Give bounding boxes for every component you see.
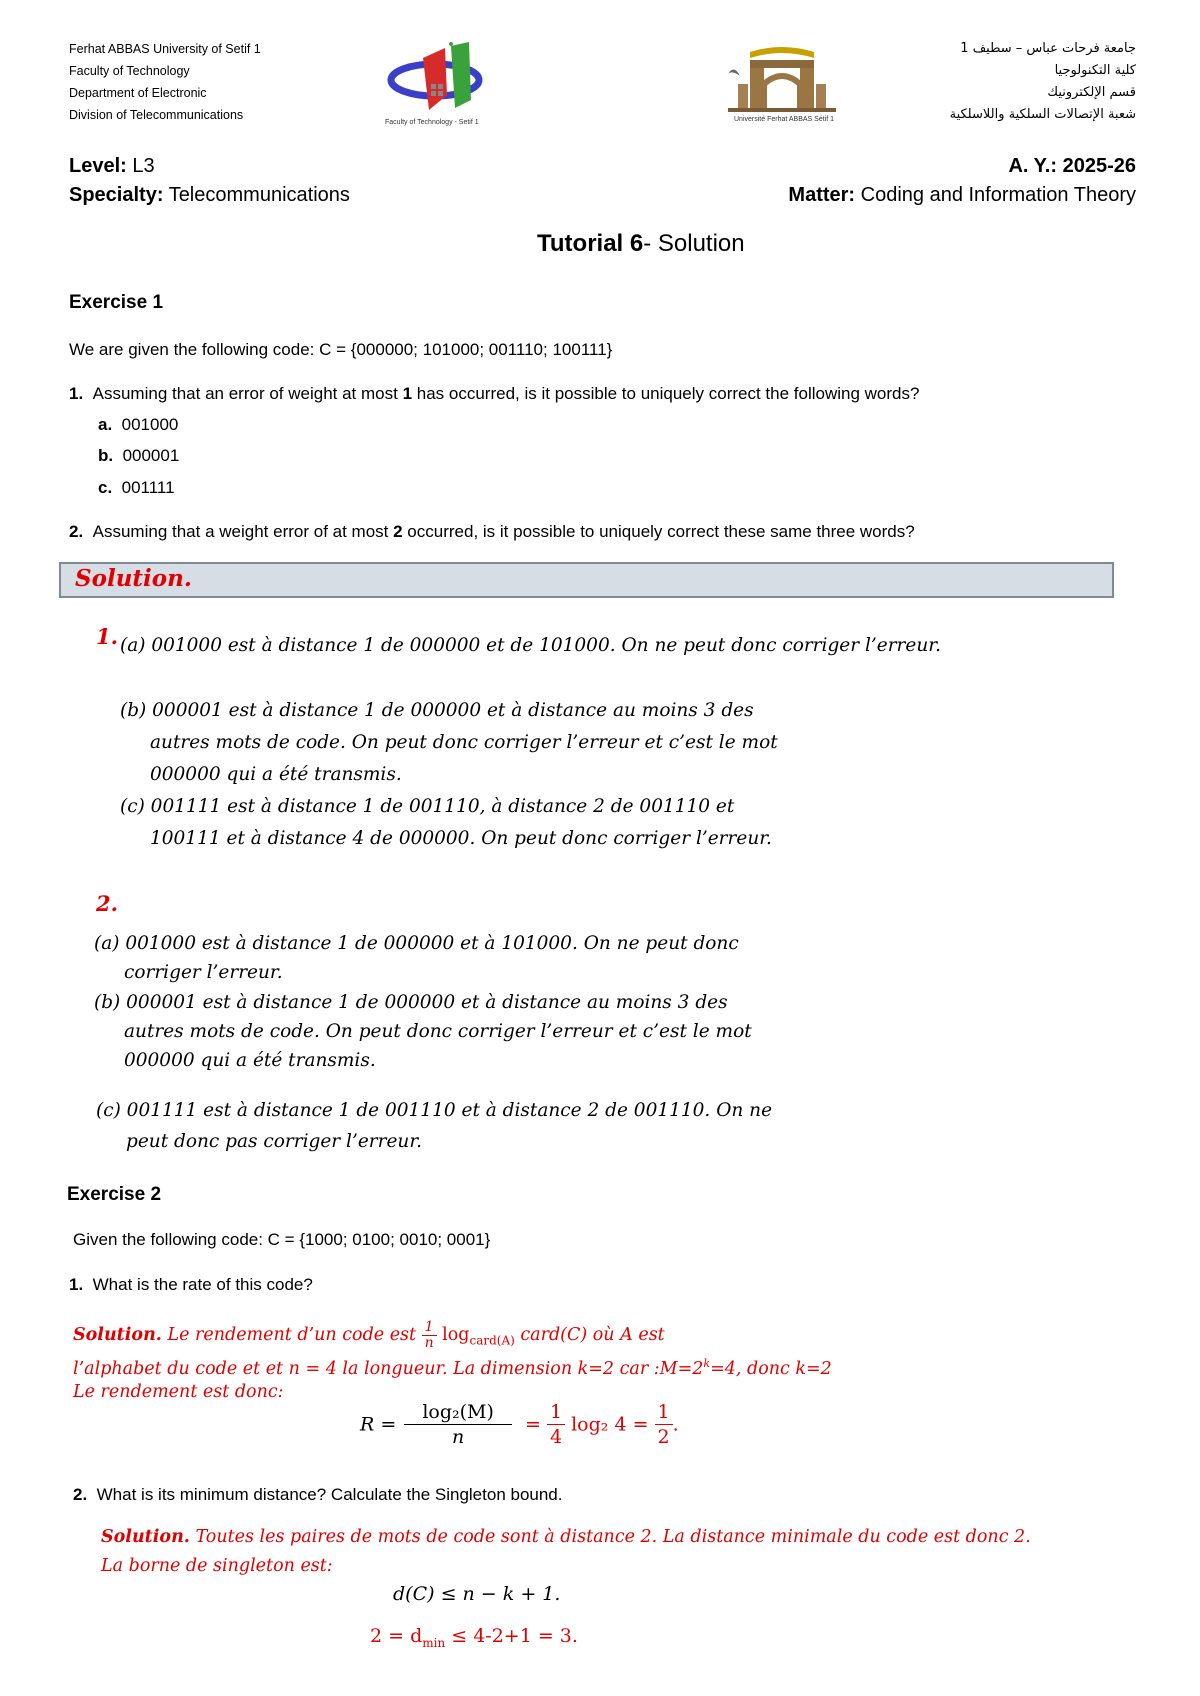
solution-banner-title: Solution.	[75, 565, 192, 592]
matter-label: Matter:	[788, 184, 856, 206]
log-text: log	[436, 1325, 470, 1345]
faculty-logo-caption: Faculty of Technology - Setif 1	[385, 119, 479, 126]
solution2-line: autres mots de code. On peut donc corriger l’erreur et c’est le mot	[124, 1021, 752, 1042]
exercise1-intro	[69, 340, 612, 360]
solution1-line: autres mots de code. On peut donc corriger l’erreur et c’est le mot	[150, 732, 778, 753]
fraction-denominator: n	[424, 1335, 434, 1351]
solution1-line: 000000 qui a été transmis.	[150, 764, 402, 785]
question-number: 1.	[69, 384, 84, 403]
faculty-logo	[385, 40, 515, 130]
question-number: 2.	[73, 1485, 88, 1504]
exercise1-code-set: C = {000000; 101000; 001110; 100111}	[319, 340, 613, 359]
solution2-line: (b) 000001 est à distance 1 de 000000 et à distance au moins 3 des	[94, 992, 728, 1013]
question-text: What is its minimum distance? Calculate the Singleton bound.	[96, 1485, 563, 1504]
list-item-label: b.	[98, 446, 114, 465]
question-text: Assuming that a weight error of at most	[92, 522, 394, 541]
department-name: Department of Electronic	[69, 86, 207, 100]
arabic-faculty-name: كلية التكنولوجيا	[1054, 63, 1136, 78]
matter-line	[788, 184, 1136, 207]
dmin-lhs: 2 = d	[370, 1625, 423, 1647]
title-rest: - Solution	[643, 230, 745, 257]
rate-denominator: n	[451, 1426, 465, 1448]
solution1-line: (c) 001111 est à distance 1 de 001110, à distance 2 de 001110 et	[120, 796, 735, 817]
exercise2-code-set: C = {1000; 0100; 0010; 0001}	[267, 1230, 491, 1249]
solution2-number: 2.	[96, 891, 118, 916]
exercise2-question1	[69, 1275, 313, 1295]
arabic-division-name: شعبة الإتصالات السلكية واللاسلكية	[949, 107, 1136, 122]
list-item	[98, 446, 179, 466]
fraction-numerator: 1	[547, 1400, 565, 1425]
specialty-line	[69, 184, 350, 207]
solution1-number: 1.	[96, 624, 118, 649]
list-item	[98, 478, 175, 498]
question-weight: 2	[393, 522, 403, 541]
solution-text-end: card(C) où A est	[514, 1325, 665, 1345]
list-item-word: 001000	[121, 415, 179, 434]
level-line	[69, 155, 155, 178]
rate-symbol: R =	[360, 1413, 397, 1436]
solution2-line: peut donc pas corriger l’erreur.	[126, 1131, 423, 1152]
question-number: 2.	[69, 522, 84, 541]
solution-label: Solution.	[73, 1325, 162, 1345]
question-text-end: has occurred, is it possible to uniquely correct the following words?	[412, 384, 920, 403]
list-item	[98, 415, 178, 435]
solution-banner	[59, 562, 1114, 598]
fraction-denominator: 2	[657, 1426, 670, 1448]
solution-label: Solution.	[101, 1527, 190, 1547]
level-value: L3	[132, 155, 155, 177]
exercise2-solution2-line2: La borne de singleton est:	[101, 1556, 333, 1576]
list-item-label: a.	[98, 415, 113, 434]
question-weight: 1	[402, 384, 413, 403]
level-label: Level:	[69, 155, 127, 177]
rate-equation-rhs	[525, 1400, 679, 1449]
question-number: 1.	[69, 1275, 84, 1294]
equals-sign: =	[525, 1413, 541, 1436]
exercise2-solution2-line1	[101, 1521, 1031, 1553]
university-logo	[720, 44, 845, 124]
solution-text: Toutes les paires de mots de code sont à distance 2. La distance minimale du code est donc 2.	[189, 1527, 1031, 1547]
rate-equation-lhs	[360, 1400, 512, 1449]
solution2-line: (c) 001111 est à distance 1 de 001110 et à distance 2 de 001110. On ne	[96, 1100, 773, 1121]
exponent: k	[703, 1357, 711, 1370]
fraction-numerator: 1	[422, 1320, 437, 1336]
arabic-department-name: قسم الإلكترونيك	[1047, 85, 1136, 100]
rate-numerator: log₂(M)	[404, 1400, 512, 1425]
fraction-denominator: 4	[549, 1426, 563, 1448]
solution1-line: (a) 001000 est à distance 1 de 000000 et de 101000. On ne peut donc corriger l’erreur.	[120, 635, 941, 656]
equation-period: .	[672, 1413, 679, 1436]
exercise2-solution1-line3: Le rendement est donc:	[73, 1382, 284, 1402]
dmin-subscript: min	[422, 1635, 446, 1650]
solution2-line: corriger l’erreur.	[124, 962, 283, 983]
solution1-line: 100111 et à distance 4 de 000000. On peut donc corriger l’erreur.	[150, 828, 772, 849]
page-title	[537, 230, 745, 258]
exercise1-question1	[69, 384, 919, 404]
solution-text-end: =4, donc k=2	[710, 1358, 832, 1379]
university-name: Ferhat ABBAS University of Setif 1	[69, 42, 261, 56]
solution-text: l’alphabet du code et et n = 4 la longueur. La dimension k=2 car :M=2	[73, 1358, 704, 1379]
solution-text: Le rendement d’un code est	[161, 1325, 422, 1345]
exercise2-intro	[73, 1230, 490, 1250]
exercise1-intro-text: We are given the following code:	[69, 340, 320, 359]
exercise2-heading: Exercise 2	[67, 1184, 162, 1205]
question-text-end: occurred, is it possible to uniquely correct these same three words?	[402, 522, 915, 541]
list-item-word: 000001	[122, 446, 180, 465]
exercise2-intro-text: Given the following code:	[73, 1230, 268, 1249]
exercise2-question2	[73, 1485, 563, 1505]
solution2-line: (a) 001000 est à distance 1 de 000000 et à 101000. On ne peut donc	[94, 933, 739, 954]
solution2-line: 000000 qui a été transmis.	[124, 1050, 376, 1071]
academic-year-value: 2025-26	[1062, 155, 1136, 177]
solution1-line: (b) 000001 est à distance 1 de 000000 et à distance au moins 3 des	[120, 700, 754, 721]
division-name: Division of Telecommunications	[69, 108, 244, 122]
arabic-university-name: جامعة فرحات عباس – سطيف 1	[960, 41, 1136, 56]
exercise1-heading: Exercise 1	[69, 292, 164, 313]
academic-year-label: A. Y.:	[1008, 155, 1058, 177]
singleton-bound-formula: d(C) ≤ n − k + 1.	[393, 1583, 561, 1605]
question-text: What is the rate of this code?	[92, 1275, 313, 1294]
specialty-value: Telecommunications	[168, 184, 350, 206]
faculty-name: Faculty of Technology	[69, 64, 190, 78]
dmin-rhs: ≤ 4-2+1 = 3.	[445, 1625, 578, 1647]
university-logo-caption: Université Ferhat ABBAS Sétif 1	[734, 116, 834, 123]
singleton-bound-result	[370, 1620, 578, 1659]
matter-value: Coding and Information Theory	[860, 184, 1136, 206]
log-expression: log₂ 4 =	[571, 1413, 649, 1436]
list-item-label: c.	[98, 478, 113, 497]
fraction-numerator: 1	[655, 1400, 673, 1425]
question-text: Assuming that an error of weight at most	[92, 384, 403, 403]
log-base: card(A)	[469, 1333, 515, 1348]
exercise1-question2	[69, 522, 915, 542]
list-item-word: 001111	[121, 478, 175, 497]
academic-year-line	[1008, 155, 1136, 178]
specialty-label: Specialty:	[69, 184, 164, 206]
title-bold: Tutorial 6	[537, 230, 644, 257]
